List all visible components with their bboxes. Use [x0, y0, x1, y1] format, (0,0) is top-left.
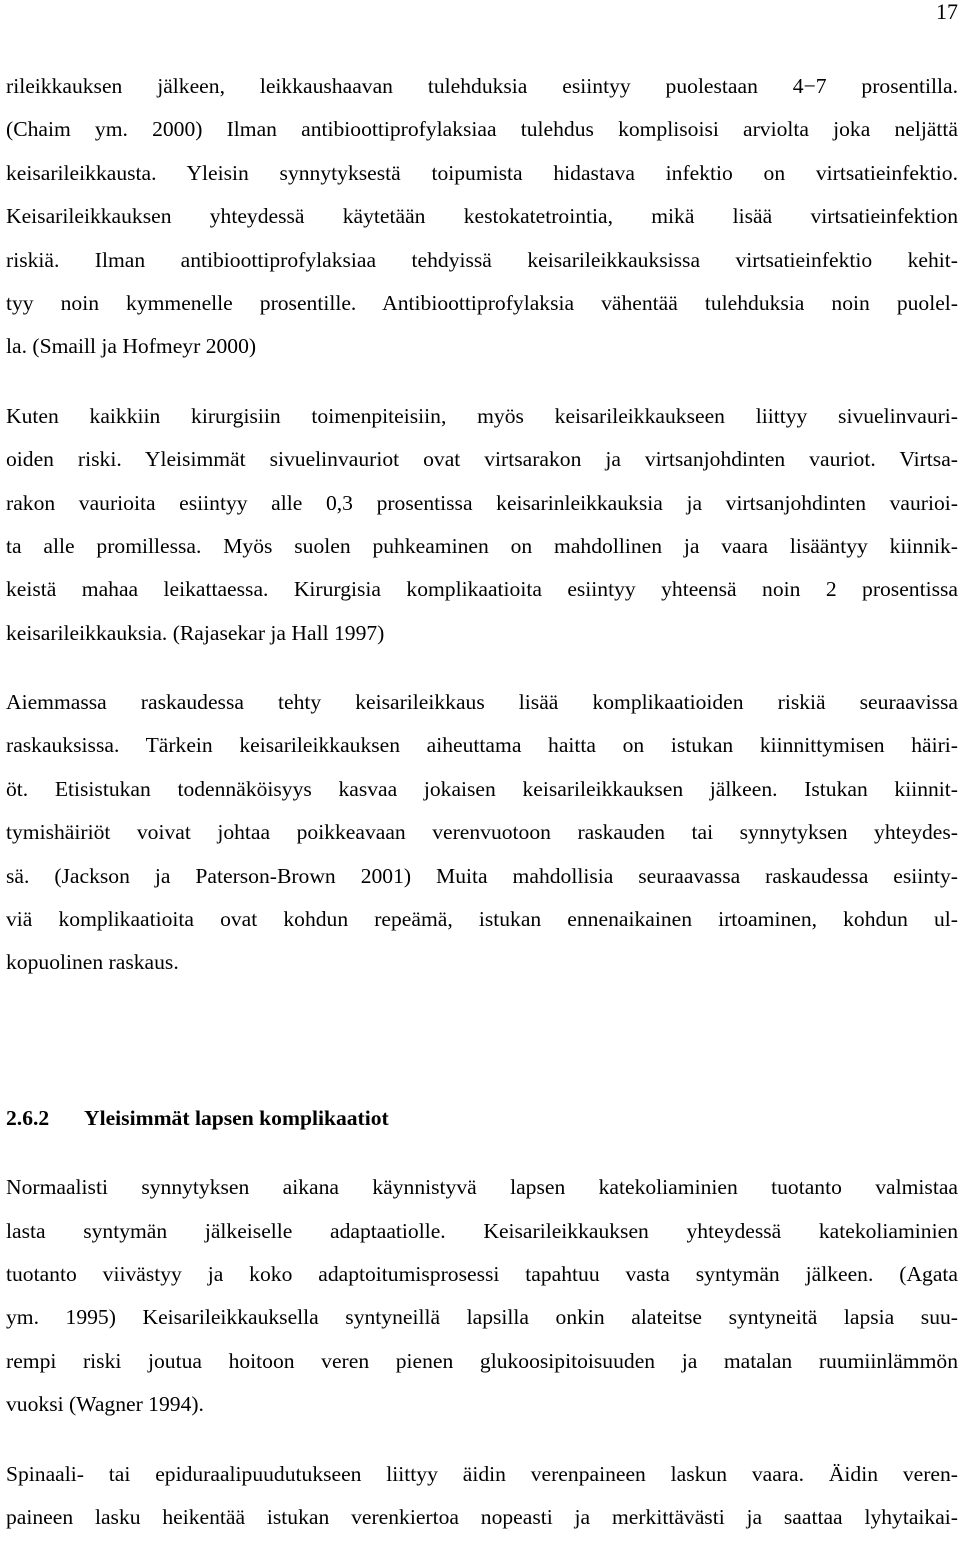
text-line: paineen lasku heikentää istukan verenkiertoa nopeasti ja merkittävästi ja saattaa lyhytaikai-: [6, 1504, 958, 1529]
heading-gap: [6, 1140, 958, 1166]
text-line: Aiemmassa raskaudessa tehty keisarileikkaus lisää komplikaatioiden riskiä seuraavissa: [6, 690, 958, 715]
text-line: la. (Smaill ja Hofmeyr 2000): [6, 334, 257, 359]
text-line: Kuten kaikkiin kirurgisiin toimenpiteisiin, myös keisarileikkaukseen liittyy sivuelinvauri-: [6, 403, 958, 428]
text-line: rileikkauksen jälkeen, leikkaushaavan tulehduksia esiintyy puolestaan 4−7 prosentilla.: [6, 74, 958, 98]
section-number: 2.6.2: [6, 1105, 50, 1130]
text-line: rempi riski joutua hoitoon veren pienen glukoosipitoisuuden ja matalan ruumiinlämmön: [6, 1348, 958, 1373]
text-line: sä. (Jackson ja Paterson-Brown 2001) Muita mahdollisia seuraavassa raskaudessa esiinty-: [6, 863, 958, 888]
text-line: kopuolinen raskaus.: [6, 950, 179, 975]
paragraph-1: [6, 65, 958, 369]
paragraph-2: [6, 395, 958, 655]
section-title: Yleisimmät lapsen komplikaatiot: [84, 1105, 389, 1130]
section-gap: [6, 985, 958, 1097]
text-line: viä komplikaatioita ovat kohdun repeämä, istukan ennenaikainen irtoaminen, kohdun ul-: [6, 907, 958, 932]
section-heading: [6, 1097, 958, 1140]
page-number: 17: [936, 0, 958, 24]
text-line: rakon vaurioita esiintyy alle 0,3 prosentissa keisarinleikkauksia ja virtsanjohdinten vaurioi-: [6, 490, 958, 515]
text-line: tuotanto viivästyy ja koko adaptoitumisprosessi tapahtuu vasta syntymän jälkeen. (Agata: [6, 1261, 958, 1286]
text-line: ym. 1995) Keisarileikkauksella syntyneillä lapsilla onkin alateitse syntyneitä lapsia suu-: [6, 1305, 958, 1330]
text-line: keisarileikkausta. Yleisin synnytyksestä toipumista hidastava infektio on virtsatieinfektio.: [6, 160, 958, 185]
text-line: vuoksi (Wagner 1994).: [6, 1392, 204, 1417]
document-body: [6, 65, 958, 1539]
text-line: riskiä. Ilman antibioottiprofylaksiaa tehdyissä keisarileikkauksissa virtsatieinfektio kehit-: [6, 247, 958, 272]
text-line: Spinaali- tai epiduraalipuudutukseen liittyy äidin verenpaineen laskun vaara. Äidin veren-: [6, 1461, 958, 1486]
paragraph-5: [6, 1453, 958, 1540]
paragraph-4: [6, 1166, 958, 1426]
text-line: ta alle promillessa. Myös suolen puhkeaminen on mahdollinen ja vaara lisääntyy kiinnik-: [6, 533, 958, 558]
text-line: tymishäiriöt voivat johtaa poikkeavaan verenvuotoon raskauden tai synnytyksen yhteydes-: [6, 820, 958, 845]
text-line: keistä mahaa leikattaessa. Kirurgisia komplikaatioita esiintyy yhteensä noin 2 prosentissa: [6, 577, 958, 602]
text-line: lasta syntymän jälkeiselle adaptaatiolle. Keisarileikkauksen yhteydessä katekoliaminien: [6, 1218, 958, 1243]
paragraph-gap: [6, 655, 958, 681]
paragraph-3: [6, 681, 958, 985]
paragraph-gap: [6, 369, 958, 395]
text-line: keisarileikkauksia. (Rajasekar ja Hall 1997): [6, 620, 385, 645]
text-line: Keisarileikkauksen yhteydessä käytetään kestokatetrointia, mikä lisää virtsatieinfektion: [6, 204, 958, 229]
paragraph-gap: [6, 1427, 958, 1453]
text-line: oiden riski. Yleisimmät sivuelinvauriot ovat virtsarakon ja virtsanjohdinten vauriot. Virtsa-: [6, 447, 958, 472]
text-line: öt. Etisistukan todennäköisyys kasvaa jokaisen keisarileikkauksen jälkeen. Istukan kiinnit-: [6, 776, 958, 801]
text-line: tyy noin kymmenelle prosentille. Antibioottiprofylaksia vähentää tulehduksia noin puolel-: [6, 290, 958, 315]
text-line: raskauksissa. Tärkein keisarileikkauksen aiheuttama haitta on istukan kiinnittymisen häiri-: [6, 733, 958, 758]
text-line: Normaalisti synnytyksen aikana käynnistyvä lapsen katekoliaminien tuotanto valmistaa: [6, 1175, 958, 1200]
text-line: (Chaim ym. 2000) Ilman antibioottiprofylaksiaa tulehdus komplisoisi arviolta joka neljättä: [6, 117, 958, 142]
